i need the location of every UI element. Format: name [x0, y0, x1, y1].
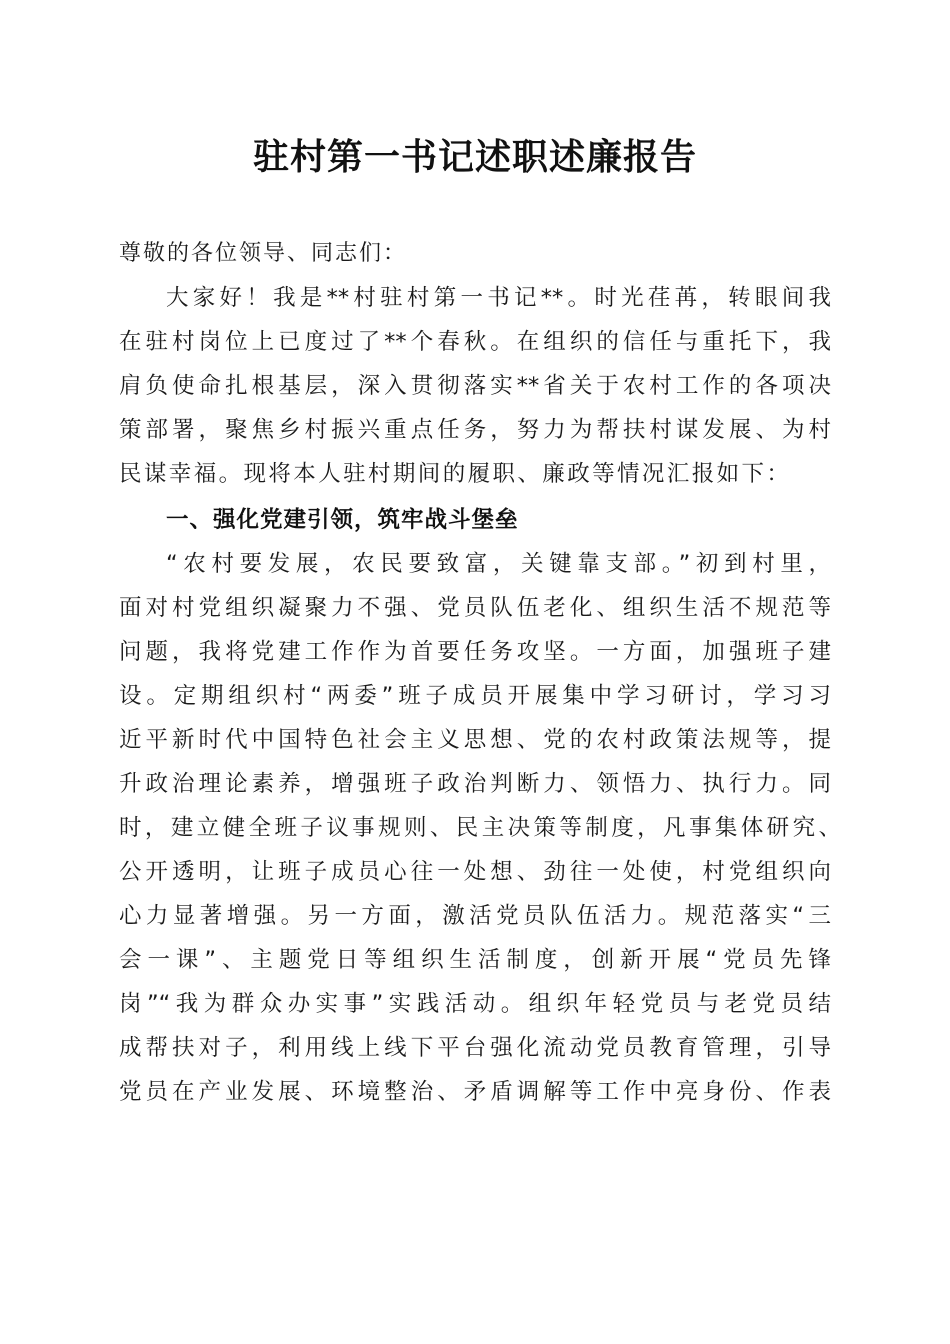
section1-line: 党员在产业发展、环境整治、矛盾调解等工作中亮身份、作表 — [119, 1079, 831, 1105]
section1-line: 心力显著增强。另一方面，激活党员队伍活力。规范落实“三 — [119, 903, 831, 929]
section1-line: 时，建立健全班子议事规则、民主决策等制度，凡事集体研究、 — [119, 815, 841, 841]
section1-line: 会一课”、主题党日等组织生活制度，创新开展“党员先锋 — [119, 947, 831, 973]
intro-line: 肩负使命扎根基层，深入贯彻落实**省关于农村工作的各项决 — [119, 373, 831, 399]
section-heading: 一、强化党建引领，筑牢战斗堡垒 — [166, 507, 519, 533]
document-title: 驻村第一书记述职述廉报告 — [252, 136, 697, 178]
intro-line: 民谋幸福。现将本人驻村期间的履职、廉政等情况汇报如下： — [119, 461, 792, 487]
section1-line: 升政治理论素养，增强班子政治判断力、领悟力、执行力。同 — [119, 771, 831, 797]
section1-line: 成帮扶对子，利用线上线下平台强化流动党员教育管理，引导 — [119, 1035, 831, 1061]
intro-line: 策部署，聚焦乡村振兴重点任务，努力为帮扶村谋发展、为村 — [119, 417, 831, 443]
intro-line: 在驻村岗位上已度过了**个春秋。在组织的信任与重托下，我 — [119, 329, 831, 355]
section1-line: 岗”“我为群众办实事”实践活动。组织年轻党员与老党员结 — [119, 991, 831, 1017]
section1-line: 设。定期组织村“两委”班子成员开展集中学习研讨，学习习 — [119, 683, 831, 709]
section1-line: 公开透明，让班子成员心往一处想、劲往一处使，村党组织向 — [119, 859, 831, 885]
section1-line: 问题，我将党建工作作为首要任务攻坚。一方面，加强班子建 — [119, 639, 831, 665]
section1-line: 面对村党组织凝聚力不强、党员队伍老化、组织生活不规范等 — [119, 595, 831, 621]
section1-line: 近平新时代中国特色社会主义思想、党的农村政策法规等，提 — [119, 727, 831, 753]
salutation: 尊敬的各位领导、同志们： — [119, 241, 408, 266]
intro-line: 大家好！我是**村驻村第一书记**。时光荏苒，转眼间我 — [166, 285, 831, 311]
section1-line: “农村要发展，农民要致富，关键靠支部。”初到村里， — [166, 551, 831, 577]
